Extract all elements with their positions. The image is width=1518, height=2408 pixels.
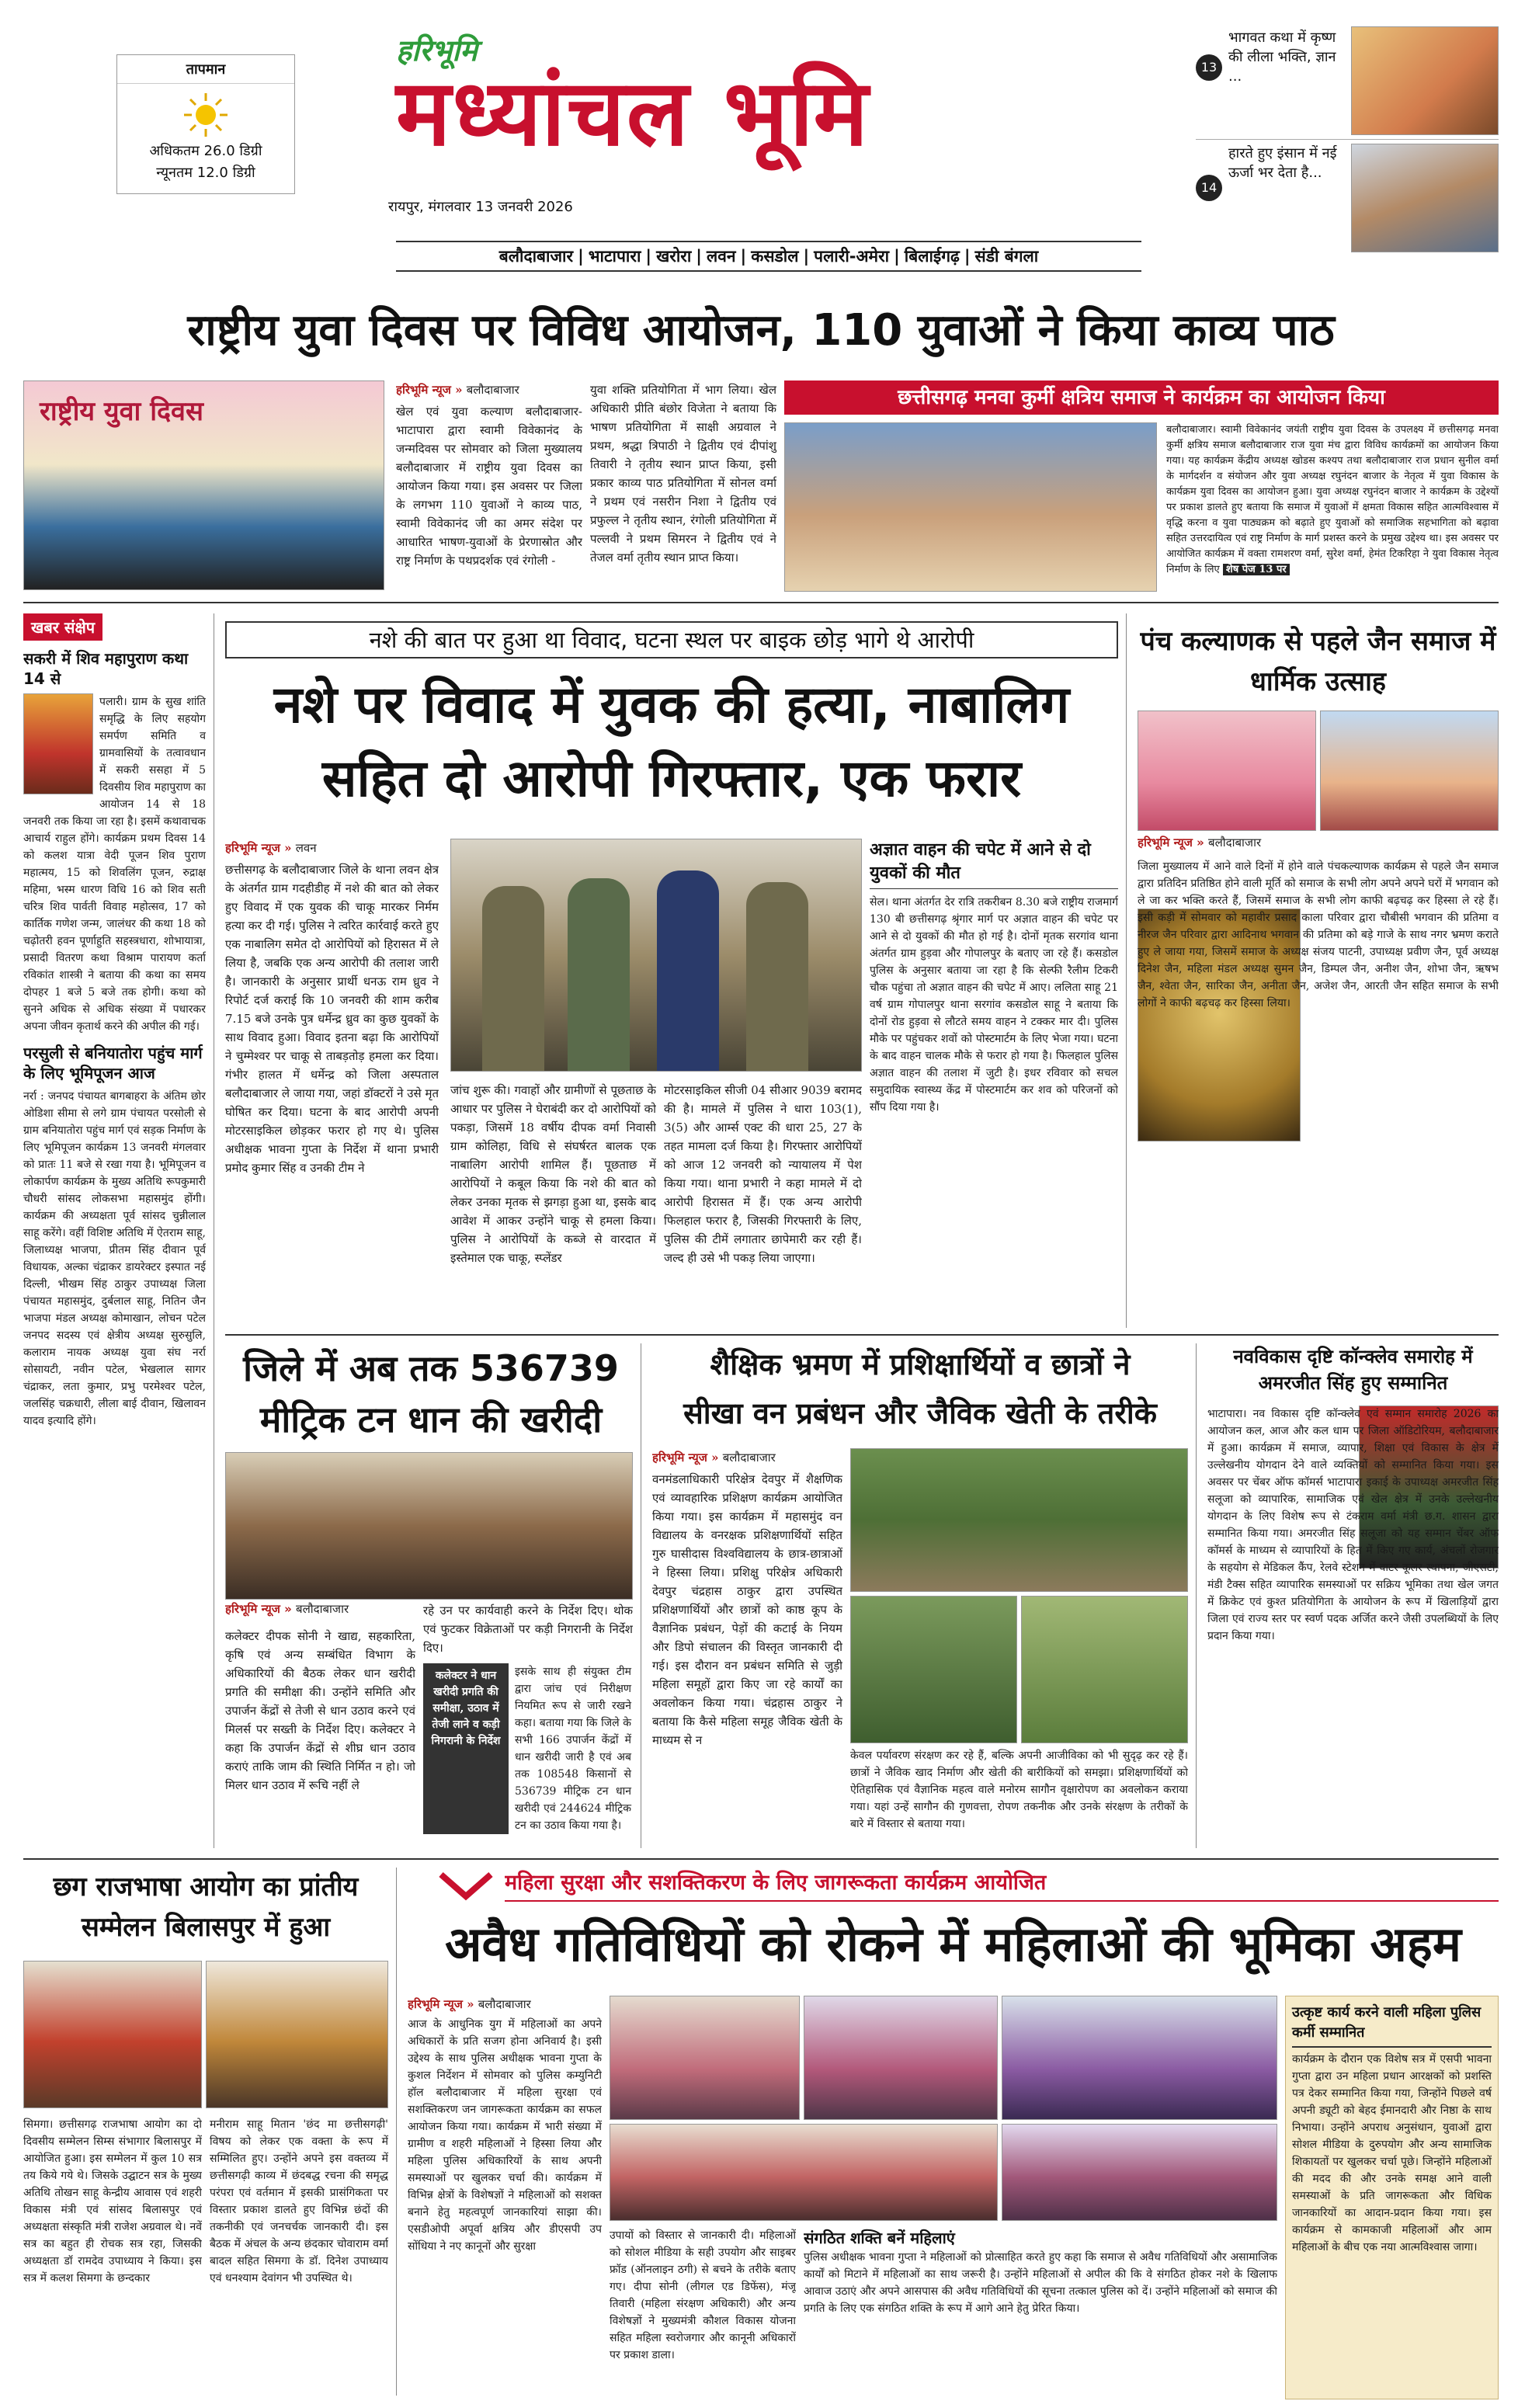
murder-photo <box>450 839 862 1072</box>
jain-headline: पंच कल्याणक से पहले जैन समाज में धार्मिक उत्साह <box>1140 626 1496 697</box>
forest-photo-1 <box>850 1448 1188 1592</box>
forest-col-2 <box>850 1747 1188 1852</box>
paddy-col-2 <box>423 1601 633 1850</box>
women-body-2: उपायों को विस्तार से जानकारी दी। महिलाओं को सोशल मीडिया के सही उपयोग और साइबर फ्रॉड (ऑनलाइन ठगी) से बचने के तरीके बताए गए। दीपा सोनी (लीगल एड डिफेंस), मंजू तिवारी (महिला संरक्षण अधिकारी) और अन्य विशेषज्ञों ने मुख्यमंत्री कौशल विकास योजना सहित महिला स्वरोजगार और कानूनी अधिकारों पर प्रकाश डाला। <box>610 2229 796 2361</box>
women-headline: अवैध गतिविधियों को रोकने में महिलाओं की भूमिका अहम <box>445 1916 1461 1972</box>
divider <box>23 602 1499 603</box>
jain-photo-1 <box>1138 711 1316 831</box>
forest-body-1: वनमंडलाधिकारी परिक्षेत्र देवपुर में शैक्षणिक एवं व्यावहारिक प्रशिक्षण कार्यक्रम आयोजित किया गया। इस कार्यक्रम में महासमुंद वन विद्यालय के वनरक्षक प्रशिक्षणार्थियों सहित गुरु घासीदास विश्वविद्यालय के छात्र-छात्राओं ने हिस्सा लिया। प्रशिक्षु परिक्षेत्र अधिकारी देवपुर चंद्रहास ठाकुर द्वारा उपस्थित प्रशिक्षणार्थियों और छात्रों को काष्ठ कूप के वैज्ञानिक प्रबंधन, पेड़ों की कटाई के नियम और डिपो संचालन की विस्तृत जानकारी दी गई। इस दौरान वन प्रबंधन समिति से जुड़ी महिला समूहों द्वारा किए जा रहे कार्यों का अवलोकन किया गया। चंद्रहास ठाकुर ने बताया कि कैसे महिला समूह जैविक खेती के माध्यम से न <box>652 1472 842 1747</box>
teaser-text: भागवत कथा में कृष्ण की लीला भक्ति, ज्ञान ... <box>1228 30 1336 85</box>
chevron-down-icon <box>435 1870 497 1901</box>
teaser-page-badge: 14 <box>1196 175 1222 201</box>
rajbhasha-photo-1 <box>23 1961 202 2108</box>
nav-item[interactable]: खरोरा <box>656 247 692 266</box>
women-col-1: हरिभूमि न्यूज » बलौदाबाजार आज के आधुनिक युग में महिलाओं का अपने अधिकारों के प्रति सजग होना अनिवार्य है। इसी उद्देश्य के साथ पुलिस अधीक्षक भावना गुप्ता के कुशल निर्देशन में सोमवार को पुलिस कम्युनिटी हॉल बलौदाबाजार में महिला सुरक्षा एवं सशक्तिकरण जन जागरूकता कार्यक्रम का सफल आयोजन किया गया। कार्यक्रम में भारी संख्या में ग्रामीण व शहरी महिलाओं ने हिस्सा लिया और महिला पुलिस अधिकारियों के साथ अपनी समस्याओं पर खुलकर चर्चा की। कार्यक्रम में विभिन्न क्षेत्रों के विशेषज्ञों ने महिलाओं को सशक्त बनाने हेतु महत्वपूर्ण जानकारियां साझा की। एसडीओपी अपूर्वा क्षत्रिय और डीएसपी उप सोंधिया ने नए कानूनों और सुरक्षा <box>408 1996 602 2399</box>
navvikas-body: भाटापारा। नव विकास दृष्टि कॉन्क्लेव एवं सम्मान समारोह 2026 का आयोजन कल, आज और कल धाम पर जिला ऑडिटोरियम, बलौदाबाजार में हुआ। कार्यक्रम में समाज, व्यापार, शिक्षा एवं विकास के क्षेत्र में उल्लेखनीय योगदान देने वाले व्यक्तियों को सम्मानित किया गया। इस अवसर पर चेंबर ऑफ कॉमर्स भाटापारा इकाई के उपाध्यक्ष अमरजीत सिंह सलूजा को व्यापारिक, सामाजिक एवं खेल क्षेत्र में उनके उल्लेखनीय योगदान के लिए विशेष रूप से टंकराम वर्मा मंत्री छ.ग. शासन द्वारा सम्मानित किया गया। अमरजीत सिंह सलूजा को यह सम्मान चेंबर ऑफ कॉमर्स के माध्यम से व्यापारियों के हित में किए गए कार्य, अंचलों रोजगार के सहयोग से मेडिकल कैंप, रेलवे स्टेशन में वाटर कूलर स्थापना, जीएसटी, मंडी टैक्स सहित व्यापारिक समस्याओं पर सक्रिय भूमिका तथा खेल जगत में क्रिकेट एवं कुश्त प्रतियोगिता के आयोजन के रूप में खिलाड़ियों द्वारा जिला एवं राज्य स्तर पर स्वर्ण पदक अर्जित करने जैसी उपलब्धियों के लिए प्रदान किया गया। <box>1207 1408 1499 1642</box>
forest-headline-line-1: शैक्षिक भ्रमण में प्रशिक्षार्थियों व छात्रों ने <box>710 1347 1131 1381</box>
women-photo-3 <box>1002 1996 1277 2120</box>
divider <box>1126 613 1127 1328</box>
teaser-1[interactable] <box>1196 23 1499 140</box>
rajbhasha-body-2: मनीराम साहू मितान 'छंद मा छत्तीसगढ़ी' विषय को लेकर एक वक्ता के रूप में सम्मिलित हुए। उन्होंने अपने इस वक्तव्य में छत्तीसगढ़ी काव्य में छंदबद्ध रचना की समृद्ध परंपरा एवं वर्तमान में इसकी प्रासंगिकता पर विस्तार प्रकाश डालते हुए विभिन्न छंदों की तकनीकी एवं जनचर्चक जानकारी दी। इस बैठक में अंचल के अन्य छंदकार चोवाराम वर्मा बादल सहित सिमगा के डॉ. दिनेश उपाध्याय एवं धनश्याम देवांगन भी उपस्थित थे। <box>210 2118 388 2285</box>
weather-box <box>116 54 295 194</box>
forest-photo-2 <box>850 1596 1017 1743</box>
byline-source: हरिभूमि न्यूज <box>408 1997 463 2011</box>
women-photo-2 <box>804 1996 998 2120</box>
navvikas-headline: नवविकास दृष्टि कॉन्क्लेव समारोह में अमरजीत सिंह हुए सम्मानित <box>1233 1346 1473 1394</box>
rajbhasha-col-1 <box>23 2116 202 2399</box>
women-sub-body: पुलिस अधीक्षक भावना गुप्ता ने महिलाओं को प्रोत्साहित करते हुए कहा कि समाज से अवैध गतिविधियों और असामाजिक कार्यों को मिटाने में महिलाओं का साथ जरूरी है। उन्होंने महिलाओं से अपील की कि वे संगठित होकर नशे के खिलाफ आवाज उठाएं और अपने आसपास की अवैध गतिविधियों की सूचना तत्काल पुलिस को दें। उन्होंने महिलाओं को समाज की प्रगति के लिए एक संगठित शक्ति के रूप में आगे आने हेतु प्रेरित किया। <box>804 2251 1277 2315</box>
nav-item[interactable]: संडी बंगला <box>974 247 1039 266</box>
murder-body-3: मोटरसाइकिल सीजी 04 सीआर 9039 बरामद की है। मामले में पुलिस ने धारा 103(1), 3(5) और आर्म्स एक्ट की धारा 25, 27 के तहत मामला दर्ज किया है। गिरफ्तार आरोपियों को आज 12 जनवरी को न्यायालय में पेश किया गया। थाना प्रभारी ने कहा मामले में दो आरोपी हिरासत में हैं। एक अन्य आरोपी फिलहाल फरार है, जिसकी गिरफ्तारी के लिए, पुलिस की टीमें लगातार छापेमारी कर रही हैं। जल्द ही उसे भी पकड़ लिया जाएगा। <box>664 1083 862 1265</box>
divider <box>396 1868 397 2396</box>
divider <box>225 1334 1499 1336</box>
paddy-col-1 <box>225 1627 415 1852</box>
kurmi-body: बलौदाबाजार। स्वामी विवेकानंद जयंती राष्ट्रीय युवा दिवस के उपलक्ष्य में छत्तीसगढ़ मनवा कुर्मी क्षत्रिय समाज बलौदाबाजार राज युवा मंच द्वारा विविध कार्यक्रमों का आयोजन किया गया। यह कार्यक्रम केंद्रीय अध्यक्ष खोडस कश्यप तथा बलौदाबाजार राज प्रधान सुनील वर्मा के मार्गदर्शन व संयोजन और युवा अध्यक्ष रघुनंदन बाजार के नेतृत्व में युवा विकास के कार्यक्रम युवा दिवस का आयोजन हुआ। युवा अध्यक्ष रघुनंदन बाजार ने कार्यक्रम के उद्देश्यों पर प्रकाश डालते हुए बताया कि समाज में युवाओं में क्षमता विकास सहित आत्मविश्वास में वृद्धि करना व युवा पाठ्यक्रम को बढ़ाते हुए युवाओं को समाजिक सहभागिता को बढ़ावा सहित उत्तरदायित्व एवं राष्ट्र निर्माण के मार्ग प्रशस्त करने के प्रमुख उद्देश्य था। इस अवसर पर आयोजित कार्यक्रम में वक्ता रामशरण वर्मा, सुरेश वर्मा, हेमंत टिकरिहा ने युवा विकास नेतृत्व निर्माण के लिए <box>1166 424 1499 575</box>
section-nav: बलौदाबाजार | भाटापारा | खरोरा | लवन | कसडोल | पलारी-अमेरा | बिलाईगढ़ | संडी बंगला <box>396 241 1141 272</box>
nav-item[interactable]: बलौदाबाजार <box>498 247 574 266</box>
accident-headline: अज्ञात वाहन की चपेट में आने से दो युवकों की मौत <box>870 839 1118 889</box>
lead-col-2 <box>590 380 776 594</box>
teaser-2[interactable] <box>1196 144 1499 260</box>
women-photo-4 <box>610 2124 998 2221</box>
rajbhasha-photo-2 <box>206 1961 388 2108</box>
paddy-body-3: इसके साथ ही संयुक्त टीम द्वारा जांच एवं निरीक्षण नियमित रूप से जारी रखने कहा। बताया गया कि जिले के सभी 166 उपार्जन केंद्रों में धान खरीदी जारी है एवं अब तक 108548 किसानों से 536739 मीट्रिक टन धान खरीदी एवं 244624 मीट्रिक टन का उठाव किया गया है। <box>515 1666 631 1832</box>
women-sub-head: संगठित शक्ति बनें महिलाएं <box>804 2229 955 2247</box>
women-honor-body: कार्यक्रम के दौरान एक विशेष सत्र में एसपी भावना गुप्ता द्वारा उन महिला प्रधान आरक्षकों को प्रशस्ति पत्र देकर सम्मानित किया गया, जिन्होंने पिछले वर्ष अपनी ड्यूटी को बेहद ईमानदारी और निष्ठा के साथ निभाया। उन्होंने अपराध अनुसंधान, युवाओं द्वारा सोशल मीडिया के दुरुपयोग और अन्य सामाजिक शिकायतों पर खुलकर चर्चा पूछे। जिन्होंने महिलाओं की मदद की और उनके समक्ष आने वाली समस्याओं के प्रति जागरूकता और विधिक जानकारियों का आदान-प्रदान किया गया। इस कार्यक्रम से कामकाजी महिलाओं और आम महिलाओं के बीच एक नया आत्मविश्वास जागा। <box>1292 2053 1492 2253</box>
forest-body-2: केवल पर्यावरण संरक्षण कर रहे हैं, बल्कि अपनी आजीविका को भी सुदृढ़ कर रहे हैं। छात्रों ने जैविक खाद निर्माण और खेती की बारीकियों को समझा। प्रशिक्षणार्थियों को ऐतिहासिक एवं वैज्ञानिक महत्व वाले मनोरम सागौन वृक्षारोपण का अवलोकन कराया गया। यहां उन्हें सागौन की गुणवत्ता, रोपण तकनीक और उनके संरक्षण के तरीकों के बारे में विस्तार से बताया गया। <box>850 1750 1188 1830</box>
murder-col-1: हरिभूमि न्यूज » लवन छत्तीसगढ़ के बलौदाबाजार जिले के थाना लवन क्षेत्र के अंतर्गत ग्राम गदहीडीह में नशे की बात को लेकर हुए विवाद में एक युवक की चाकू मारकर निर्मम हत्या कर दी गई। पुलिस ने त्वरित कार्रवाई करते हुए एक नाबालिग समेत दो आरोपियों को हिरासत में ले लिया है, जबकि एक अन्य आरोपी की तलाश जारी है। जानकारी के अनुसार प्रार्थी धनऊ राम ध्रुव ने रिपोर्ट दर्ज कराई कि 10 जनवरी की शाम करीब 7.15 बजे उनके पुत्र धर्मेन्द्र ध्रुव का कुछ युवकों के साथ विवाद हुआ। विवाद इतना बढ़ा कि आरोपियों ने चुम्मेश्वर पर चाकू से ताबड़तोड़ हमला कर दिया। गंभीर हालत में धर्मेन्द्र को जिला अस्पताल बलौदाबाजार ले जाया गया, जहां डॉक्टरों ने उसे मृत घोषित कर दिया। घटना के बाद आरोपी अपनी मोटरसाइकिल छोड़कर फरार हो गए थे। पुलिस अधीक्षक भावना गुप्ता के निर्देश में थाना प्रभारी प्रमोद कुमार सिंह व उनकी टीम ने <box>225 839 439 1328</box>
lead-body-2: युवा शक्ति प्रतियोगिता में भाग लिया। खेल अधिकारी प्रीति बंछोर विजेता ने बताया कि भाषण प्रतियोगिता में साक्षी अग्रवाल ने प्रथम, श्रद्धा त्रिपाठी ने द्वितीय एवं दीपांशु तिवारी ने तृतीय स्थान प्राप्त किया, इसी प्रकार काव्य पाठ प्रतियोगिता में सोनल वर्मा ने प्रथम एवं नसरीन निशा ने द्वितीय एवं प्रफुल्ल ने तृतीय स्थान, रंगोली प्रतियोगिता में पल्लवी ने प्रथम सिमरन ने द्वितीय एवं ने तेजल वर्मा तृतीय स्थान प्राप्त किया। <box>590 383 776 565</box>
kurmi-continued[interactable]: शेष पेज 13 पर <box>1223 564 1290 575</box>
brief-2-body: नर्रा : जनपद पंचायत बागबाहरा के अंतिम छोर ओडिशा सीमा से लगे ग्राम पंचायत परसोली से ग्राम बनियातोरा पहुंच मार्ग एवं सड़क निर्माण के लिए भूमिपूजन कार्यक्रम 13 जनवरी मंगलवार को प्रातः 11 बजे से रखा गया है। भूमिपूजन व लोकार्पण कार्यक्रम के मुख्य अतिथि रूपकुमारी चौधरी सांसद लोकसभा महासमुंद होंगी। कार्यक्रम की अध्यक्षता पूर्व सांसद चुन्नीलाल साहू करेंगे। वहीं विशिष्ट अतिथि में ऐतराम साहू, जिलाध्यक्ष भाजपा, प्रीतम सिंह दीवान पूर्व विधायक, अल्का चंद्राकर डायरेक्टर इस्पात नई दिल्ली, भीखम सिंह ठाकुर उपाध्यक्ष जिला पंचायत महासमुंद, दुर्बलाल साहू, नितिन जैन भाजपा मंडल अध्यक्ष कोमाखान, लोचन पटेल जनपद सदस्य एवं क्षेत्रीय अध्यक्ष सुरुसुलि, कलाराम नायक अध्यक्ष युवा संघ नर्रा सोसायटी, नवीन पटेल, भेखलाल सागर चंद्राकर, लता कुमार, प्रभु परमेश्वर पटेल, जलसिंह चक्रधारी, लीला बाई दीवान, खिलावन यादव इत्यादि होंगे। <box>23 1090 206 1427</box>
brief-2-title: परसुली से बनियातोरा पहुंच मार्ग के लिए भूमिपूजन आज <box>23 1044 203 1082</box>
murder-col-2 <box>450 1081 656 1329</box>
paddy-body-1: कलेक्टर दीपक सोनी ने खाद्य, सहकारिता, कृषि एवं अन्य सम्बंधित विभाग के अधिकारियों की बैठक लेकर धान खरीदी प्रगति की समीक्षा की। उन्होंने समिति और उपार्जन केंद्रों से तेजी से धान उठाव करने एवं मिलर्स पर सख्ती के निर्देश दिए। कलेक्टर ने कहा कि उपार्जन केंद्रों से शीघ्र धान उठाव कराएं ताकि जाम की स्थिति निर्मित न हो। जो मिलर धान उठाव में रूचि नहीं ले <box>225 1629 415 1792</box>
lead-photo-label: राष्ट्रीय युवा दिवस <box>40 396 203 427</box>
lead-body-1: खेल एवं युवा कल्याण बलौदाबाजार-भाटापारा द्वारा स्वामी विवेकानंद के जन्मदिवस पर सोमवार को जिला मुख्यालय बलौदाबाजार में राष्ट्रीय युवा दिवस का आयोजन किया गया। इस अवसर पर जिला के लगभग 110 युवाओं ने काव्य पाठ, स्वामी विवेकानंद जी का अमर संदेश पर आधारित भाषण-युवाओं के प्रेरणास्रोत और राष्ट्र निर्माण के पथप्रदर्शक एवं रंगोली - <box>396 405 582 568</box>
nav-item[interactable]: भाटापारा <box>588 247 641 266</box>
rajbhasha-headline-line-1: छग राजभाषा आयोग का प्रांतीय <box>53 1871 359 1902</box>
nav-item[interactable]: कसडोल <box>751 247 799 266</box>
rajbhasha-body-1: सिमगा। छत्तीसगढ़ राजभाषा आयोग का दो दिवसीय सम्मेलन सिम्स संभागार बिलासपुर में आयोजित हुआ। इस सम्मेलन में कुल 10 सत्र तय किये गये थे। जिसके उद्घाटन सत्र के मुख्य अतिथि तोखन साहू केन्द्रीय आवास एवं शहरी विकास मंत्री एवं सांसद बिलासपुर एवं अध्यक्षता संस्कृति मंत्री राजेश अग्रवाल थे। नवें सत्र का बहुत ही रोचक सत्र रहा, जिसकी अध्यक्षता डॉ रामदेव उपाध्याय ने किया। इस सत्र में कलश सिमगा के छन्दकार <box>23 2118 202 2285</box>
women-body-1: आज के आधुनिक युग में महिलाओं का अपने अधिकारों के प्रति सजग होना अनिवार्य है। इसी उद्देश्य के साथ पुलिस अधीक्षक भावना गुप्ता के कुशल निर्देशन में सोमवार को पुलिस कम्युनिटी हॉल बलौदाबाजार में महिला सुरक्षा एवं सशक्तिकरण जन जागरूकता कार्यक्रम का सफल आयोजन किया गया। कार्यक्रम में भारी संख्या में ग्रामीण व शहरी महिलाओं ने हिस्सा लिया और महिला पुलिस अधिकारियों के साथ अपनी समस्याओं पर खुलकर चर्चा की। कार्यक्रम में विभिन्न क्षेत्रों के विशेषज्ञों ने महिलाओं को सशक्त बनाने हेतु महत्वपूर्ण जानकारियां साझा की। एसडीओपी अपूर्वा क्षत्रिय और डीएसपी उप सोंधिया ने नए कानूनों और सुरक्षा <box>408 2018 602 2253</box>
divider <box>1196 1343 1197 1848</box>
temp-max: अधिकतम 26.0 डिग्री <box>149 143 262 159</box>
byline-source: हरिभूमि न्यूज <box>652 1451 707 1465</box>
nav-item[interactable]: लवन <box>706 247 736 266</box>
lead-photo <box>23 380 384 590</box>
byline-source: हरिभूमि न्यूज <box>225 1602 280 1616</box>
brief-header: खबर संक्षेप <box>23 613 102 641</box>
murder-body-1: छत्तीसगढ़ के बलौदाबाजार जिले के थाना लवन क्षेत्र के अंतर्गत ग्राम गदहीडीह में नशे की बात को लेकर हुए विवाद में एक युवक की चाकू मारकर निर्मम हत्या कर दी गई। पुलिस ने त्वरित कार्रवाई करते हुए एक नाबालिग समेत दो आरोपियों को हिरासत में ले लिया है, जबकि एक अन्य आरोपी की तलाश जारी है। जानकारी के अनुसार प्रार्थी धनऊ राम ध्रुव ने रिपोर्ट दर्ज कराई कि 10 जनवरी की शाम करीब 7.15 बजे उनके पुत्र धर्मेन्द्र ध्रुव का कुछ युवकों के साथ विवाद हुआ। विवाद इतना बढ़ा कि आरोपियों ने चुम्मेश्वर पर चाकू से ताबड़तोड़ हमला कर दिया। गंभीर हालत में धर्मेन्द्र को जिला अस्पताल बलौदाबाजार ले जाया गया, जहां डॉक्टरों ने उसे मृत घोषित कर दिया। घटना के बाद आरोपी अपनी मोटरसाइकिल छोड़कर फरार हो गए थे। पुलिस अधीक्षक भावना गुप्ता के निर्देश में थाना प्रभारी प्रमोद कुमार सिंह व उनकी टीम ने <box>225 863 439 1175</box>
women-kicker: महिला सुरक्षा और सशक्तिकरण के लिए जागरूकता कार्यक्रम आयोजित <box>505 1868 1499 1902</box>
kurmi-photo <box>784 422 1157 592</box>
nav-item[interactable]: पलारी-अमेरा <box>814 247 890 266</box>
brief-1-photo <box>23 693 93 794</box>
paddy-callout: कलेक्टर ने धान खरीदी प्रगति की समीक्षा, उठाव में तेजी लाने व कड़ी निगरानी के निर्देश <box>423 1663 509 1834</box>
news-brief-sidebar <box>23 613 206 1848</box>
brief-1-body: पलारी। ग्राम के सुख शांति समृद्धि के लिए सहयोग समर्पण समिति व ग्रामवासियों के तत्वावधान में सकरी ससहा में 5 दिवसीय शिव महापुराण का आयोजन 14 से 18 जनवरी तक किया जा रहा है। इसमें कथावाचक आचार्य राहुल होंगे। कार्यक्रम प्रथम दिवस 14 को कलश यात्रा वेदी पूजन शिव पुराण महात्मय, 15 को शिवलिंग पूजन, रुद्राक्ष महिमा, भस्म धारण विधि 16 को शिव सती चरित्र शिव पार्वती विवाह महोत्सव, 17 को कार्तिक गणेश जन्म, जालंधर की कथा 18 को चढ़ोतरी हवन पूर्णाहुति सहस्त्रधारा, शोभायात्रा, प्रसादी वितरण कथा विश्राम पारायण कर्ता रविकांत शास्त्री ने बताया की कथा का समय दोपहर 1 बजे 5 बजे तक होगी। कथा को सुनने अधिक से अधिक संख्या में पधारकर अपना जीवन कृतार्थ करने की अपील की गई। <box>23 696 206 1033</box>
women-honor-box <box>1285 1996 1499 2399</box>
murder-body-2: जांच शुरू की। गवाहों और ग्रामीणों से पूछताछ के आधार पर पुलिस ने घेराबंदी कर दो आरोपियों को पकड़ा, जिसमें 18 वर्षीय दीपक वर्मा निवासी ग्राम कोलिहा, विधि से संघर्षरत बालक एक नाबालिग आरोपी शामिल हैं। पूछताछ में आरोपियों ने कबूल किया कि नशे की बात को लेकर उनका मृतक से झगड़ा हुआ था, इसके बाद आवेश में आकर उन्होंने चाकू से हमला किया। पुलिस ने आरोपियों के कब्जे से वारदात में इस्तेमाल एक चाकू, स्प्लेंडर <box>450 1083 656 1265</box>
byline-place: बलौदाबाजार <box>478 1997 531 2011</box>
weather-label: तापमान <box>117 55 294 84</box>
jain-body: जिला मुख्यालय में आने वाले दिनों में होने वाले पंचकल्याणक कार्यक्रम से पहले जैन समाज द्वारा प्रतिदिन प्रतिष्ठित होने वाली मूर्ति को समाज के सभी लोग अपने अपने घरों में भगवान को ले जा कर भक्ति करते हैं, जिसमें समाज के सभी लोग काफी बढ़चढ़ कर हिस्सा ले रहे हैं। इसी कड़ी में सोमवार को महावीर प्रसाद काला परिवार द्वारा चौबीसी भगवान की प्रतिमा व नीरज जैन परिवार द्वारा आदिनाथ भगवान की प्रतिमा को बड़े गाजे के साथ नगर भ्रमण कराते हुए ले जाया गया, जिसमें समाज के अध्यक्ष संजय पाटनी, उपाध्यक्ष प्रवीण जैन, पूर्व अध्यक्ष दिनेश जैन, महिला मंडल अध्यक्ष सुमन जैन, डिम्पल जैन, अनीश जैन, शोभा जैन, ऋषभ जैन, श्वेता जैन, सारिका जैन, अनीता जैन, अजेश जैन, आरती जैन सहित समाज के सभी लोगों ने काफी बढ़चढ़ कर हिस्सा लिया। <box>1138 860 1499 1009</box>
masthead-dateline: रायपुर, मंगलवार 13 जनवरी 2026 <box>388 199 573 215</box>
women-kicker-chevron <box>435 1870 497 1901</box>
women-honor-title: उत्कृष्ट कार्य करने वाली महिला पुलिस कर्मी सम्मानित <box>1292 2003 1492 2048</box>
byline-place: बलौदाबाजार <box>722 1451 776 1465</box>
byline-place: लवन <box>295 841 317 855</box>
byline-place: बलौदाबाजार <box>1208 836 1262 850</box>
accident-body: सेल। थाना अंतर्गत देर रात्रि तकरीबन 8.30 बजे राष्ट्रीय राजमार्ग 130 बी छत्तीसगढ़ श्रृंगार मार्ग पर अज्ञात वाहन की चपेट पर आने से दो युवकों की मौत हो गई है। दोनों मृतक सरगांव थाना अंतर्गत ग्राम हुड़वा और गोपालपुर के बताए जा रहे हैं। कसडोल पुलिस के अनुसार बताया जा रहा है कि सेल्फी रैलीम टिकरी चौक पहुंचा तो अज्ञात वाहन की चपेट में आए। ललिता साहू 21 वर्ष ग्राम गोपालपुर थाना सरगांव कसडोल साहू ने बताया कि दोनों रोड हुड़वा से लौटते समय वाहन ने टक्कर मार दी। पुलिस मौके पर पहुंचकर शवों को पोस्टमार्टम के लिए भेजा गया। घटना के बाद वाहन चालक मौके से फरार हो गया है। फिलहाल पुलिस अज्ञात वाहन की तलाश में जुटी है। इधर रविवार को सचल समुदायिक स्वास्थ्य केंद्र में पोस्टमार्टम कर शव को परिजनों को सौंप दिया गया है। <box>870 896 1118 1114</box>
jain-photo-2 <box>1320 711 1499 831</box>
paddy-headline-line-1: जिले में अब तक 536739 <box>243 1347 619 1389</box>
paddy-photo <box>225 1452 633 1600</box>
murder-kicker: नशे की बात पर हुआ था विवाद, घटना स्थल पर बाइक छोड़ भागे थे आरोपी <box>225 621 1118 658</box>
accident-story <box>870 839 1118 1328</box>
masthead <box>365 23 1141 256</box>
navvikas-story <box>1207 1343 1499 1852</box>
forest-col-1: हरिभूमि न्यूज » बलौदाबाजार वनमंडलाधिकारी परिक्षेत्र देवपुर में शैक्षणिक एवं व्यावहारिक प्रशिक्षण कार्यक्रम आयोजित किया गया। इस कार्यक्रम में महासमुंद वन विद्यालय के वनरक्षक प्रशिक्षणार्थियों सहित गुरु घासीदास विश्वविद्यालय के छात्र-छात्राओं ने हिस्सा लिया। प्रशिक्षु परिक्षेत्र अधिकारी देवपुर चंद्रहास ठाकुर द्वारा उपस्थित प्रशिक्षणार्थियों और छात्रों को काष्ठ कूप के वैज्ञानिक प्रबंधन, पेड़ों की कटाई के नियम और डिपो संचालन की विस्तृत जानकारी दी गई। इस दौरान वन प्रबंधन समिति से जुड़ी महिला समूहों द्वारा किए जा रहे कार्यों का अवलोकन किया गया। चंद्रहास ठाकुर ने बताया कि कैसे महिला समूह जैविक खेती के माध्यम से न <box>652 1448 842 1852</box>
sun-icon <box>182 92 229 138</box>
women-col-2 <box>610 2227 796 2399</box>
byline-source: हरिभूमि न्यूज <box>225 841 280 855</box>
teaser-photo <box>1351 26 1499 135</box>
byline-place: बलौदाबाजार <box>296 1602 349 1616</box>
teaser-page-badge: 13 <box>1196 54 1222 81</box>
women-photo-5 <box>1002 2124 1277 2221</box>
murder-headline-line-2: सहित दो आरोपी गिरफ्तार, एक फरार <box>321 749 1022 808</box>
teaser-photo <box>1351 144 1499 252</box>
lead-col-1: हरिभूमि न्यूज » बलौदाबाजार खेल एवं युवा कल्याण बलौदाबाजार-भाटापारा द्वारा स्वामी विवेकानंद के जन्मदिवस पर सोमवार को जिला मुख्यालय बलौदाबाजार में राष्ट्रीय युवा दिवस का आयोजन किया गया। इस अवसर पर जिला के लगभग 110 युवाओं ने काव्य पाठ, स्वामी विवेकानंद जी का अमर संदेश पर आधारित भाषण-युवाओं के प्रेरणास्रोत और राष्ट्र निर्माण के पथप्रदर्शक एवं रंगोली - <box>396 380 582 594</box>
masthead-title: मध्यांचल भूमि <box>396 59 870 166</box>
rajbhasha-col-2 <box>210 2116 388 2399</box>
kurmi-story <box>784 380 1499 594</box>
byline-place: बलौदाबाजार <box>466 383 519 397</box>
brief-1-title: सकरी में शिव महापुराण कथा 14 से <box>23 649 189 688</box>
masthead-small-logo: हरिभूमि <box>396 33 478 68</box>
lead-headline: राष्ट्रीय युवा दिवस पर विविध आयोजन, 110 युवाओं ने किया काव्य पाठ <box>187 305 1335 356</box>
byline-source: हरिभूमि न्यूज <box>1138 836 1193 850</box>
temp-min: न्यूनतम 12.0 डिग्री <box>156 165 255 181</box>
nav-item[interactable]: बिलाईगढ़ <box>904 247 960 266</box>
women-sub-story <box>804 2227 1277 2399</box>
women-photo-1 <box>610 1996 800 2120</box>
byline-source: हरिभूमि न्यूज <box>396 383 451 397</box>
forest-photo-3 <box>1021 1596 1188 1743</box>
paddy-headline-line-2: मीट्रिक टन धान की खरीदी <box>259 1399 603 1440</box>
murder-col-3 <box>664 1081 862 1329</box>
paddy-body-2: रहे उन पर कार्यवाही करने के निर्देश दिए। थोक एवं फुटकर विक्रेताओं पर कड़ी निगरानी के निर्देश दिए। <box>423 1604 633 1655</box>
forest-headline-line-2: सीखा वन प्रबंधन और जैविक खेती के तरीके <box>683 1396 1157 1430</box>
teaser-text: हारते हुए इंसान में नई ऊर्जा भर देता है... <box>1228 145 1337 181</box>
rajbhasha-headline-line-2: सम्मेलन बिलासपुर में हुआ <box>81 1912 331 1943</box>
divider <box>23 1858 1499 1860</box>
kurmi-headline: छत्तीसगढ़ मनवा कुर्मी क्षत्रिय समाज ने कार्यक्रम का आयोजन किया <box>784 380 1499 415</box>
jain-story: पंच कल्याणक से पहले जैन समाज में धार्मिक उत्साह हरिभूमि न्यूज » बलौदाबाजार जिला मुख्यालय में आने वाले दिनों में होने वाले पंचकल्याणक कार्यक्रम से पहले जैन समाज द्वारा प्रतिदिन प्रतिष्ठित होने वाली मूर्ति को समाज के सभी लोग अपने अपने घरों में भगवान को ले जा कर भक्ति करते हैं, जिसमें समाज के सभी लोग काफी बढ़चढ़ कर हिस्सा ले रहे हैं। इसी कड़ी में सोमवार को महावीर प्रसाद काला परिवार द्वारा चौबीसी भगवान की प्रतिमा व नीरज जैन परिवार द्वारा आदिनाथ भगवान की प्रतिमा को बड़े गाजे के साथ नगर भ्रमण कराते हुए ले जाया गया, जिसमें समाज के अध्यक्ष संजय पाटनी, उपाध्यक्ष प्रवीण जैन, पूर्व अध्यक्ष दिनेश जैन, महिला मंडल अध्यक्ष सुमन जैन, डिम्पल जैन, अनीश जैन, शोभा जैन, ऋषभ जैन, श्वेता जैन, सारिका जैन, अनीता जैन, अजेश जैन, आरती जैन सहित समाज के सभी लोगों ने काफी बढ़चढ़ कर हिस्सा लिया। <box>1138 621 1499 1328</box>
murder-headline-line-1: नशे पर विवाद में युवक की हत्या, नाबालिग <box>273 675 1070 735</box>
